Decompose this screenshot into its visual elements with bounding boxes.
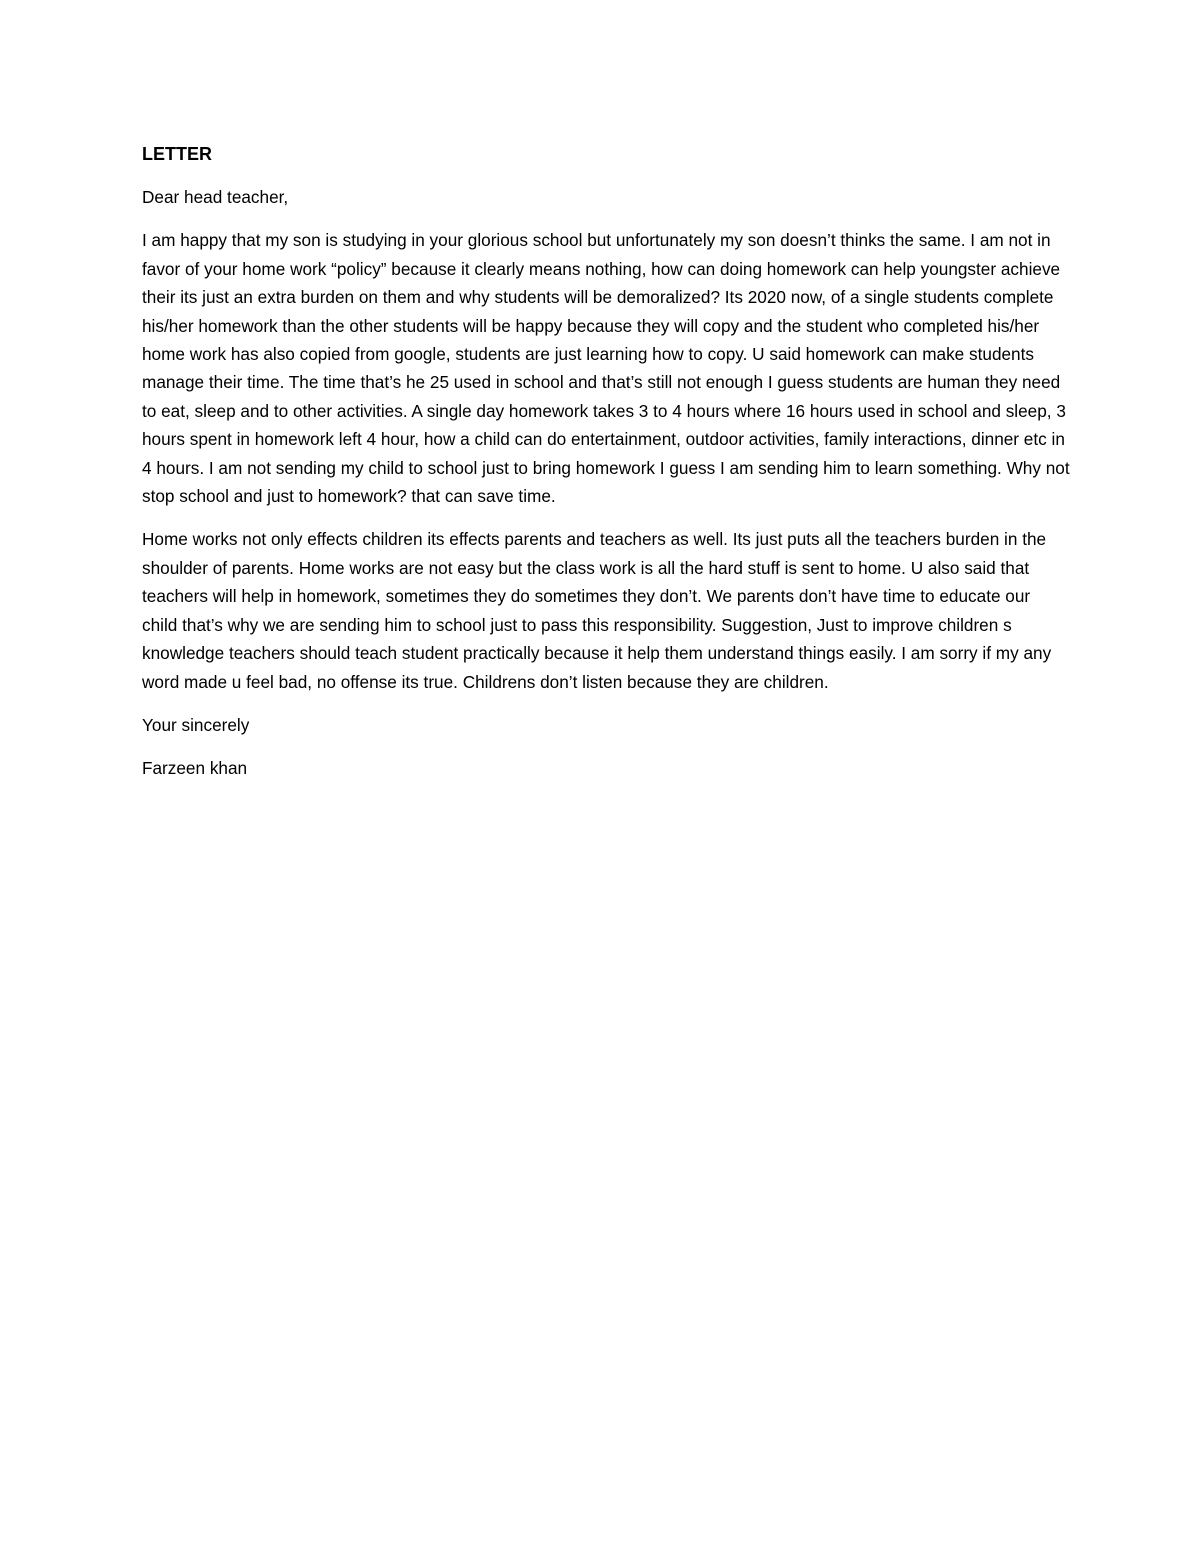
letter-title: LETTER	[142, 144, 212, 164]
letter-paragraph-2: Home works not only effects children its effects parents and teachers as well. Its just puts all the teachers burden in the shoulder of parents. Home works are not easy but the class work is all the hard stuff is sent to home. U also said that teachers will help in homework, sometimes they do sometimes they don’t. We parents don’t have time to educate our child that’s why we are sending him to school just to pass this responsibility. Suggestion, Just to improve children s knowledge teachers should teach student practically because it help them understand things easily. I am sorry if my any word made u feel bad, no offense its true. Childrens don’t listen because they are children.	[142, 529, 1052, 692]
letter-page	[142, 140, 1070, 783]
letter-signature: Farzeen khan	[142, 758, 248, 779]
letter-salutation: Dear head teacher,	[142, 187, 289, 207]
letter-paragraph-1: I am happy that my son is studying in your glorious school but unfortunately my son doesn’t thinks the same. I am not in favor of your home work “policy” because it clearly means nothing, how can doing homework can help youngster achieve their its just an extra burden on them and why students will be demoralized? Its 2020 now, of a single students complete his/her homework than the other students will be happy because they will copy and the student who completed his/her home work has also copied from google, students are just learning how to copy. U said homework can make students manage their time. The time that’s he 25 used in school and that’s still not enough I guess students are human they need to eat, sleep and to other activities. A single day homework takes 3 to 4 hours where 16 hours used in school and sleep, 3 hours spent in homework left 4 hour, how a child can do entertainment, outdoor activities, family interactions, dinner etc in 4 hours. I am not sending my child to school just to bring homework I guess I am sending him to learn something. Why not stop school and just to homework? that can save time.	[142, 230, 1070, 507]
letter-closing: Your sincerely	[142, 714, 250, 735]
